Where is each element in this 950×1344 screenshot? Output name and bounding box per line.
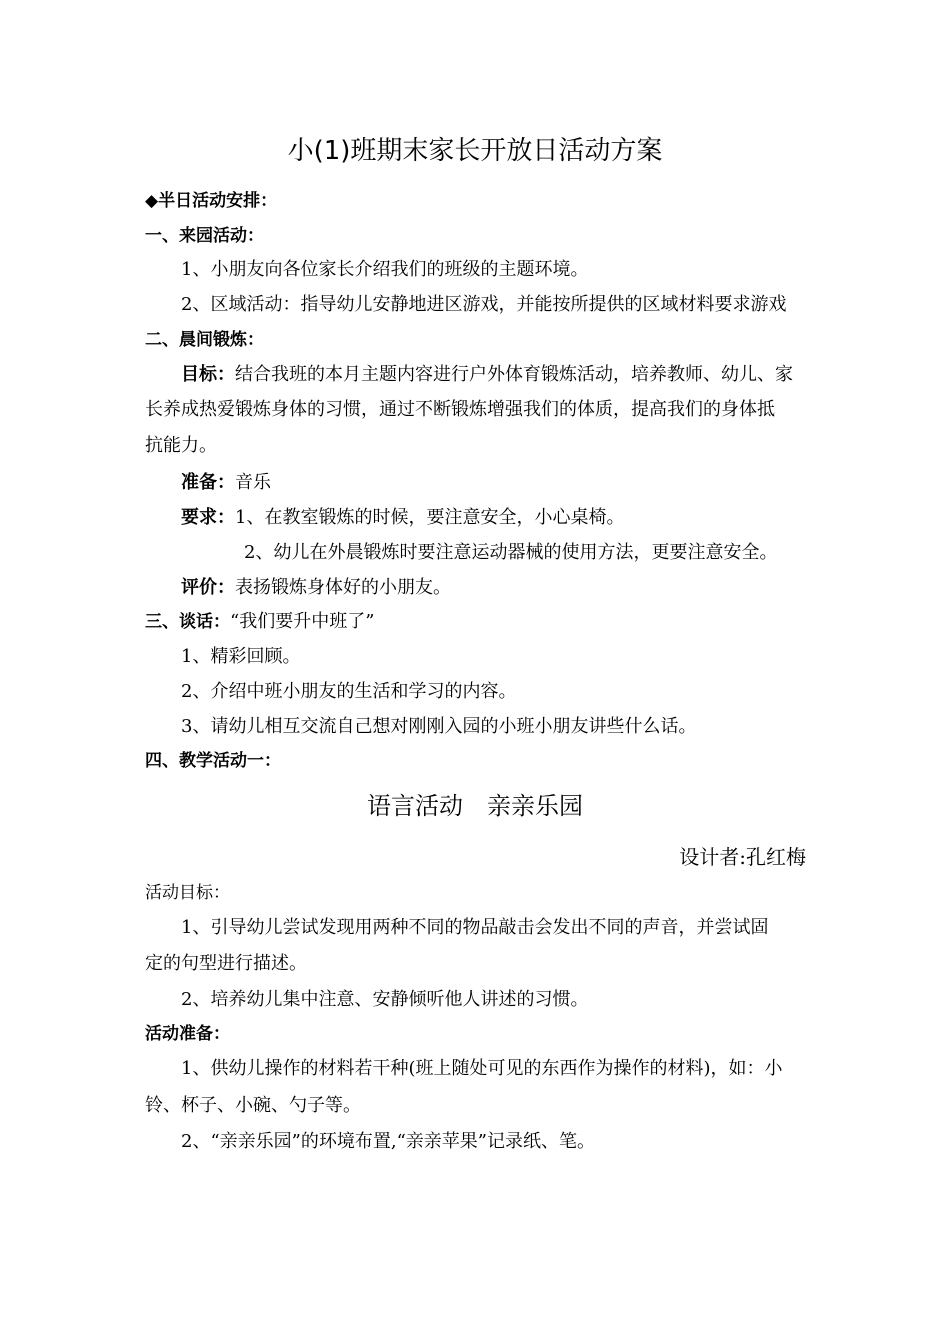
section1-item-2: 2、区域活动：指导幼儿安静地进区游戏，并能按所提供的区域材料要求游戏 — [181, 294, 787, 315]
section2-heading: 二、晨间锻炼： — [145, 330, 264, 350]
section2-prep — [181, 471, 809, 495]
section2-eval — [181, 576, 809, 600]
section4-heading: 四、教学活动一： — [145, 751, 281, 771]
section2-goal-line1 — [181, 363, 809, 387]
eval-label: 评价： — [181, 577, 235, 598]
activity-goal2: 2、培养幼儿集中注意、安静倾听他人讲述的习惯。 — [181, 989, 589, 1010]
section2-goal-line2: 长养成热爱锻炼身体的习惯，通过不断锻炼增强我们的体质，提高我们的身体抵 — [145, 399, 775, 420]
section3-item-2: 2、介绍中班小朋友的生活和学习的内容。 — [181, 681, 517, 702]
section3-item-1: 1、精彩回顾。 — [181, 646, 301, 667]
activity-goal1-line1: 1、引导幼儿尝试发现用两种不同的物品敲击会发出不同的声音，并尝试固 — [181, 917, 769, 938]
activity-prep2: 2、“亲亲乐园”的环境布置,“亲亲苹果”记录纸、笔。 — [181, 1131, 595, 1152]
activity-title: 语言活动 亲亲乐园 — [367, 792, 583, 820]
section2-req-1 — [181, 506, 809, 530]
section1-heading: 一、来园活动： — [145, 226, 264, 246]
section3-topic: “我们要升中班了” — [230, 611, 375, 632]
section3-heading: 三、谈话： — [145, 612, 230, 632]
activity-goal1-line2: 定的句型进行描述。 — [145, 953, 307, 974]
section3-item-3: 3、请幼儿相互交流自己想对刚刚入园的小班小朋友讲些什么话。 — [181, 716, 697, 737]
prep-label: 准备： — [181, 472, 235, 493]
activity-prep-heading: 活动准备： — [145, 1024, 230, 1044]
eval-text: 表扬锻炼身体好的小朋友。 — [235, 577, 451, 598]
prep-text: 音乐 — [235, 472, 271, 493]
activity-prep1-line1: 1、供幼儿操作的材料若干种(班上随处可见的东西作为操作的材料)，如：小 — [181, 1058, 783, 1079]
section3-heading-line — [145, 610, 809, 634]
req-label: 要求： — [181, 507, 235, 528]
goal-text-1: 结合我班的本月主题内容进行户外体育锻炼活动，培养教师、幼儿、家 — [235, 364, 793, 385]
activity-goals-heading: 活动目标： — [145, 883, 230, 903]
activity-prep1-line2: 铃、杯子、小碗、勺子等。 — [145, 1095, 361, 1116]
activity-designer: 设计者:孔红梅 — [679, 845, 806, 869]
req-item-1: 1、在教室锻炼的时候，要注意安全，小心桌椅。 — [235, 507, 625, 528]
schedule-heading: ◆半日活动安排： — [145, 191, 278, 211]
goal-label: 目标： — [181, 364, 235, 385]
document-title: 小(1)班期末家长开放日活动方案 — [287, 136, 663, 166]
section2-goal-line3: 抗能力。 — [145, 435, 217, 456]
section1-item-1: 1、小朋友向各位家长介绍我们的班级的主题环境。 — [181, 259, 589, 280]
section2-req-2: 2、幼儿在外晨锻炼时要注意运动器械的使用方法，更要注意安全。 — [244, 542, 778, 563]
